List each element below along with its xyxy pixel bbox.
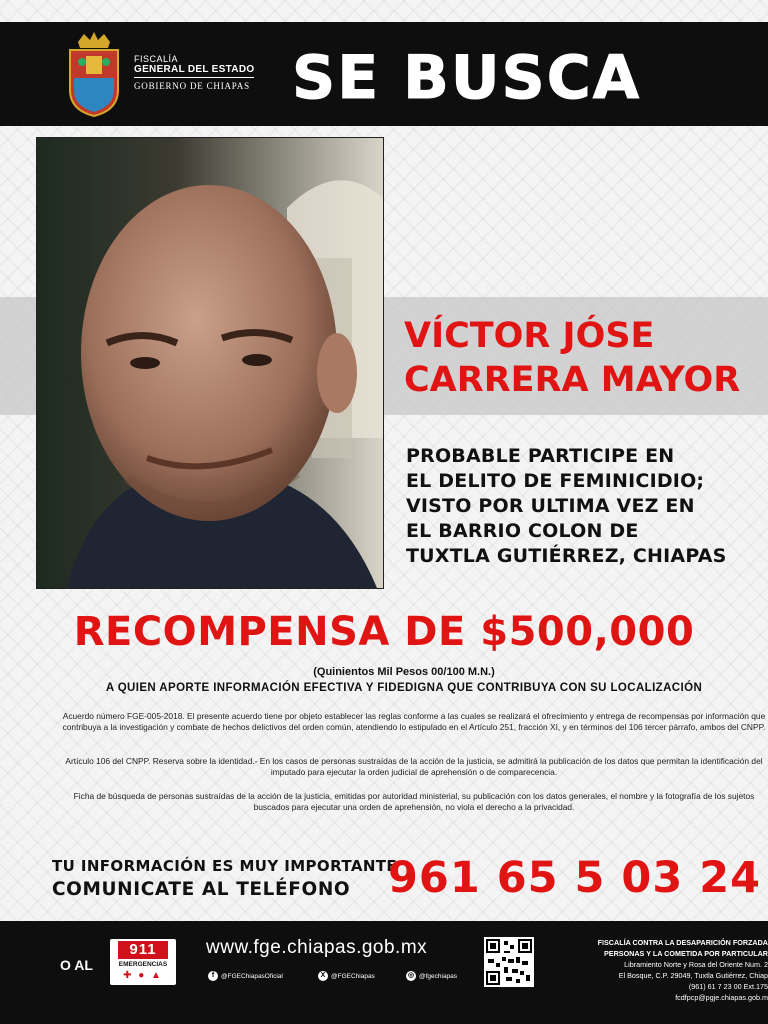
emergency-number: 911 [118,941,168,959]
instagram-icon: ◎ [407,972,415,979]
x-icon: X [318,971,328,981]
footer-bar [0,921,768,1024]
contact-prompt [52,855,397,903]
description-line: PROBABLE PARTICIPE EN [406,445,675,467]
state-coat-of-arms-icon [64,30,124,118]
contact-line-1: TU INFORMACIÓN ES MUY IMPORTANTE [52,857,398,875]
name-line-2: CARRERA MAYOR [404,360,741,400]
suspect-name [404,314,740,402]
social-facebook[interactable] [208,971,283,981]
agency-line-3: GOBIERNO DE CHIAPAS [134,81,250,91]
org-address: Libramiento Norte y Rosa del Oriente Num. 2 [624,960,768,969]
contact-line-2: COMUNICATE AL TELÉFONO [52,879,351,900]
agency-line-1: FISCALÍA [134,54,179,64]
reward-title: RECOMPENSA DE $500,000 [73,609,695,655]
emergency-911-badge[interactable] [110,939,176,985]
agency-name [134,54,254,91]
social-handle: @FGEChiapas [331,972,375,980]
description-line: EL DELITO DE FEMINICIDIO; [406,470,705,492]
org-email[interactable]: fcdfpcp@pgje.chiapas.gob.m [675,993,768,1002]
reward-amount-words: (Quinientos Mil Pesos 00/100 M.N.) [313,666,495,678]
social-x[interactable] [318,971,375,981]
description-line: TUXTLA GUTIÉRREZ, CHIAPAS [406,545,727,567]
social-handle: @FGEChiapasOficial [221,972,283,980]
reward-note: A QUIEN APORTE INFORMACIÓN EFECTIVA Y FIDEDIGNA QUE CONTRIBUYA CON SU LOCALIZACIÓN [105,682,703,694]
phone-number[interactable]: 961 65 5 03 24 [388,853,762,903]
org-address: El Bosque, C.P. 29049, Tuxtla Gutiérrez, Chiap [618,971,768,980]
description-line: EL BARRIO COLON DE [406,520,639,542]
organization-info [548,937,768,1003]
page-title: SE BUSCA [292,43,642,113]
legal-paragraph-privacy: Ficha de búsqueda de personas sustraídas de la acción de la justicia, emitidas por autoridad ministerial, su publicación con los datos generales, el nombre y la fotografía de los sujetos buscados para ejecutar una orden de aprehensión, no viola el derecho a la privacidad. [73,791,755,812]
or-label: O AL [60,957,93,973]
social-handle: @fgechiapas [419,972,458,980]
emergency-services-icon: ✚ ● ▲ [123,970,163,981]
emergency-label: EMERGENCIAS [118,961,168,968]
agency-line-2: GENERAL DEL ESTADO [134,64,254,78]
legal-paragraph-article-106: Artículo 106 del CNPP. Reserva sobre la identidad.- En los casos de personas sustraídas de la acción de la justicia, se admitirá la publicación de los datos que permitan la identificación del imputado para ejecutar la orden judicial de aprehensión o de comparecencia. [65,756,763,777]
social-instagram[interactable] [406,971,457,981]
suspect-description [406,444,727,569]
org-line: FISCALÍA CONTRA LA DESAPARICIÓN FORZADA [597,938,768,947]
description-line: VISTO POR ULTIMA VEZ EN [406,495,695,517]
org-phone: (961) 61 7 23 00 Ext.175 [688,982,768,991]
suspect-photo [36,137,384,589]
org-line: PERSONAS Y LA COMETIDA POR PARTICULAR [604,949,768,958]
name-line-1: VÍCTOR JÓSE [404,316,655,356]
facebook-icon: f [208,971,218,981]
legal-paragraph-agreement: Acuerdo número FGE-005-2018. El presente acuerdo tiene por objeto establecer las reglas conforme a las cuales se realizará el ofrecimiento y entrega de recompensas por información que contribuya a la investigación y combate de hechos delictivos del orden común, atendiendo lo estipulado en el Artículo 251, fracción XI, y en términos del 106 tercer párrafo, ambos del CNPP. [62,711,766,732]
website-link[interactable]: www.fge.chiapas.gob.mx [206,937,428,958]
qr-code-icon[interactable] [484,937,534,987]
